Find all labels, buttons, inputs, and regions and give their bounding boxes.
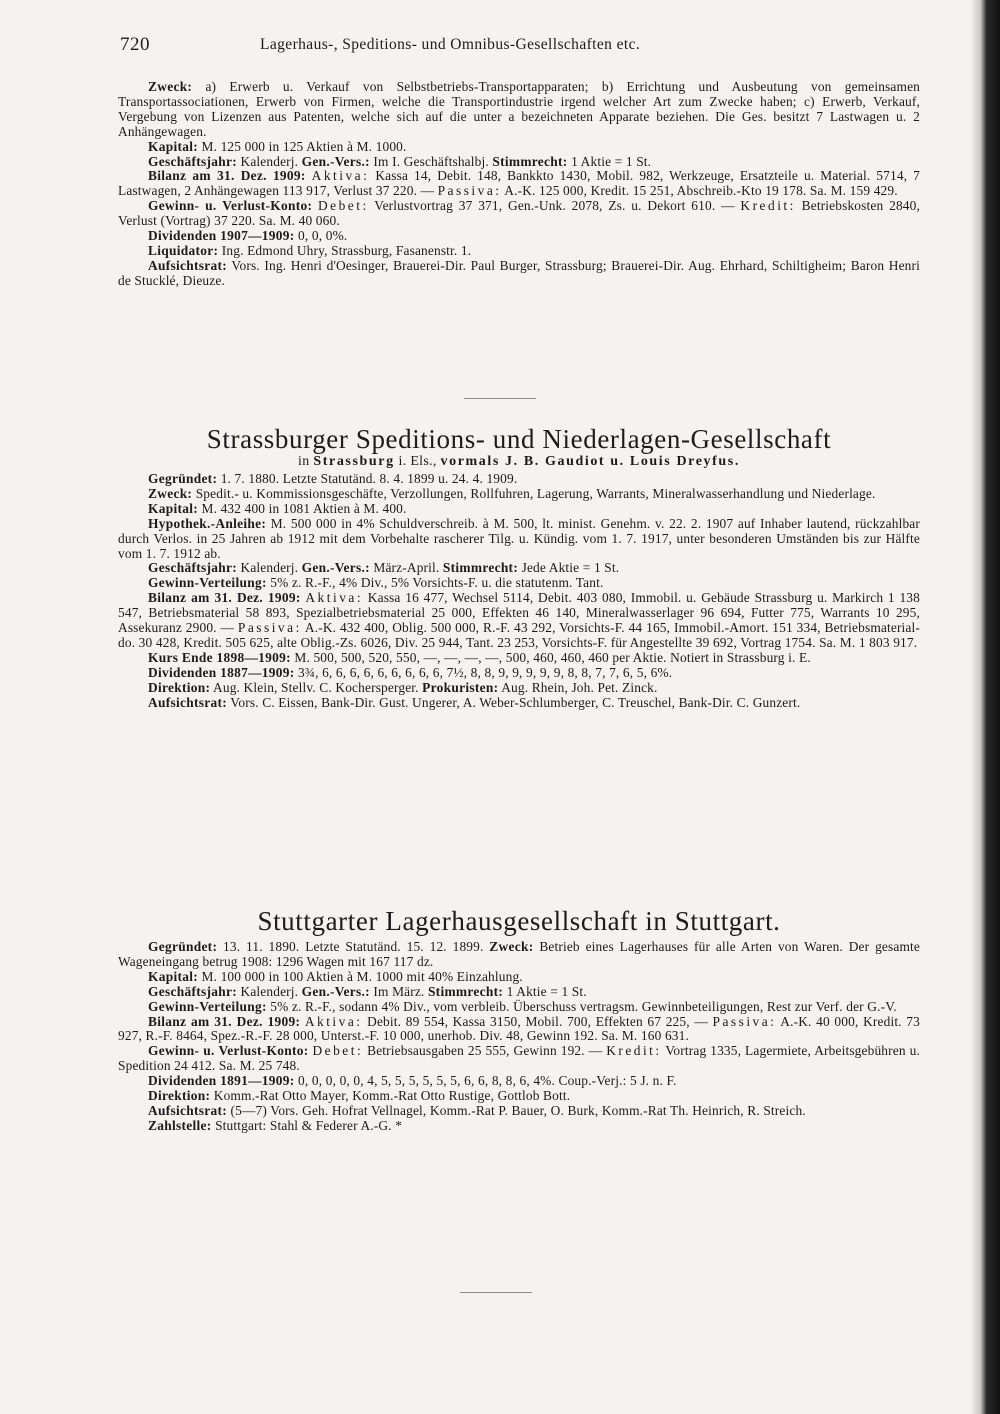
zweck-label: Zweck: [148,79,193,94]
geschaeftsjahr-paragraph [118,985,920,1000]
aufsichtsrat-label: Aufsichtsrat: [148,1102,228,1118]
kapital-text: M. 125 000 in 125 Aktien à M. 1000. [201,138,407,154]
direktion-label: Direktion: [148,1088,211,1104]
aufsichtsrat-paragraph [118,1104,920,1119]
gen-vers-label: Gen.-Vers.: [301,983,370,999]
bilanz-label: Bilanz am 31. Dez. 1909: [148,168,306,184]
company-title: Strassburger Speditions- und Niederlagen-Gesellschaft [206,424,832,454]
stimmrecht-label: Stimmrecht: [427,983,504,999]
passiva-word: Passiva: [237,620,302,636]
hypothek-text: M. 500 000 in 4% Schuldverschreib. à M. 500, lt. minist. Genehm. v. 22. 2. 1907 auf Inhaber lautend, rückzahlbar durch Verlos. in 25 Jahren ab 1912 mit dem Vorbehalte rascherer Tilg. u. Kündig. vom 1. 7. 1917, unter besonderen Umständen bis zur Hälfte vom 1. 7. 1912 ab. [118,515,920,561]
geschaeftsjahr-label: Geschäftsjahr: [148,560,237,576]
kurs-label: Kurs Ende 1898—1909: [148,649,291,665]
passiva-text: A.-K. 40 000, Kredit. 73 927, R.-F. 8464, Spez.-R.-F. 28 000, Unterst.-F. 10 000, unerhob. Div. 48, Gewinn 192. Sa. M. 160 631. [118,1013,920,1044]
direktion-text: Aug. Klein, Stellv. C. Kochersperger. [213,679,419,695]
geschaeftsjahr-text: Kalenderj. [240,153,299,169]
zweck-label: Zweck: [148,485,193,501]
dividenden-text: 0, 0, 0, 0, 0, 4, 5, 5, 5, 5, 5, 5, 6, 6, 8, 8, 6, 4%. Coup.-Verj.: 5 J. n. F. [298,1073,677,1089]
page-number: 720 [120,34,150,55]
bilanz-label: Bilanz am 31. Dez. 1909: [148,590,301,606]
gewinn-verteilung-label: Gewinn-Verteilung: [148,575,267,591]
aktiva-text: Debit. 89 554, Kassa 3150, Mobil. 700, Effekten 67 225, — [367,1013,708,1029]
debet-text: Betriebsausgaben 25 555, Gewinn 192. — [367,1043,603,1059]
aufsichtsrat-text: (5—7) Vors. Geh. Hofrat Vellnagel, Komm.-Rat P. Bauer, O. Burk, Komm.-Rat Th. Heinrich, R. Streich. [230,1102,806,1118]
scan-edge-shadow [970,0,1000,1414]
passiva-text: A.-K. 432 400, Oblig. 500 000, R.-F. 43 292, Vorsichts-F. 44 165, Immobil.-Amort. 151 334, Betriebsmaterial- do. 30 428, Kredit. 505 625, alte Oblig.-Zs. 6026, Div. 25 944, Tant. 23 253, Vorsichts-F. für Angestellte 39 692, Vortrag 1754. Sa. M. 1 803 917. [118,620,921,650]
geschaeftsjahr-text: Kalenderj. [240,560,299,576]
kapital-paragraph [118,502,920,517]
kapital-text: M. 100 000 in 100 Aktien à M. 1000 mit 40% Einzahlung. [201,968,523,984]
kapital-label: Kapital: [148,968,199,984]
aktiva-text: Kassa 16 477, Wechsel 5114, Debit. 403 080, Immobil. u. Gebäude Strassburg u. Markirch 1 138 547, Betriebsmaterial 58 893, Spezialbetriebsmaterial 25 000, Effekten 46 140, Mineralwasserlager 96 694, Futter 775, Warrants 10 295, Assekuranz 2900. — [118,590,920,636]
gegruendet-text: 1. 7. 1880. Letzte Statutänd. 8. 4. 1899 u. 24. 4. 1909. [220,471,518,486]
zahlstelle-text: Stuttgart: Stahl & Federer A.-G. [215,1117,392,1133]
dividenden-label: Dividenden 1891—1909: [148,1073,295,1089]
gewinn-verlust-label: Gewinn- u. Verlust-Konto: [148,198,313,214]
subtitle-in: in [298,454,310,469]
kapital-paragraph [118,140,920,155]
geschaeftsjahr-paragraph [118,155,920,170]
aktiva-text: Kassa 14, Debit. 148, Bankkto 1430, Mobil. 982, Werkzeuge, Ersatzteile u. Material. 5714, 7 Lastwagen, 2 Anhängewagen 113 917, Verlust 37 220. — [118,168,921,199]
kredit-word: Kredit: [740,198,796,214]
kapital-label: Kapital: [148,500,199,516]
gegruendet-paragraph [118,940,920,970]
subtitle-city: Strassburg [313,454,395,469]
stimmrecht-text: 1 Aktie = 1 St. [571,153,652,169]
gen-vers-text: Im I. Geschäftshalbj. [373,153,489,169]
aktiva-word: Aktiva: [304,1013,363,1029]
entry-stuttgarter [118,906,920,1134]
zweck-paragraph [118,487,920,502]
geschaeftsjahr-label: Geschäftsjahr: [148,153,237,169]
passiva-word: Passiva: [712,1013,777,1029]
liquidator-paragraph [118,244,920,259]
debet-word: Debet: [312,1043,364,1059]
direktion-paragraph [118,1089,920,1104]
liquidator-text: Ing. Edmond Uhry, Strassburg, Fasanenstr. 1. [221,242,472,258]
zweck-text: a) Erwerb u. Verkauf von Selbstbetriebs-Transportapparaten; b) Errichtung und Ausbeutung von gemeinsamen Transportassociationen, Erwerb von Firmen, welche die Transportindustrie irgend welcher Art zum Zwecke haben; c) Erwerb, Verkauf, Vergebung von Lizenzen aus Patenten, welche sich auf die unter a bezeichneten Apparate beziehen. Die Ges. besitzt 7 Lastwagen u. 2 Anhängewagen. [118,79,921,139]
entry-continuation [118,80,920,289]
gewinn-verteilung-paragraph [118,576,920,591]
direktion-label: Direktion: [148,679,211,695]
gen-vers-text: März-April. [373,560,440,576]
gen-vers-label: Gen.-Vers.: [301,153,370,169]
zweck-text: Betrieb eines Lagerhauses für alle Arten von Waren. Der gesamte Wageneingang betrug 1908: 1296 Wagen mit 167 117 dz. [118,939,920,969]
gegruendet-paragraph [118,472,920,487]
dividenden-text: 3¾, 6, 6, 6, 6, 6, 6, 6, 6, 6, 7½, 8, 8, 9, 9, 9, 9, 9, 8, 8, 7, 7, 6, 5, 6%. [298,664,673,680]
page-header [120,34,940,60]
kredit-word: Kredit: [606,1043,662,1059]
separator-rule [460,1292,532,1293]
footnote-asterisk: * [395,1117,403,1133]
gegruendet-label: Gegründet: [148,471,218,486]
gegruendet-text: 13. 11. 1890. Letzte Statutänd. 15. 12. 1899. [223,939,484,954]
passiva-text: A.-K. 125 000, Kredit. 15 251, Abschreib.-Kto 19 178. Sa. M. 159 429. [504,183,898,199]
stimmrecht-text: Jede Aktie = 1 St. [521,560,620,576]
aufsichtsrat-text: Vors. C. Eissen, Bank-Dir. Gust. Ungerer, A. Weber-Schlumberger, C. Treuschel, Bank-Dir. C. Gunzert. [230,694,801,710]
passiva-word: Passiva: [437,183,502,199]
gen-vers-text: Im März. [373,983,425,999]
aufsichtsrat-text: Vors. Ing. Henri d'Oesinger, Brauerei-Dir. Paul Burger, Strassburg; Brauerei-Dir. Aug. Ehrhard, Schiltigheim; Baron Henri de Stucklé, Dieuze. [118,257,920,288]
gegruendet-label: Gegründet: [148,939,218,954]
bilanz-paragraph [118,591,920,651]
gewinn-verteilung-label: Gewinn-Verteilung: [148,998,267,1014]
geschaeftsjahr-paragraph [118,561,920,576]
debet-word: Debet: [318,198,369,214]
entry-strassburger [118,424,920,711]
running-head: Lagerhaus-, Speditions- und Omnibus-Gesellschaften etc. [260,36,641,53]
geschaeftsjahr-text: Kalenderj. [240,983,299,999]
stimmrecht-label: Stimmrecht: [492,153,568,169]
kurs-text: M. 500, 500, 520, 550, —, —, —, —, 500, 460, 460, 460 per Aktie. Notiert in Strassburg i. E. [294,649,811,665]
gen-vers-label: Gen.-Vers.: [301,560,370,576]
stimmrecht-label: Stimmrecht: [442,560,519,576]
kredit-text: Betriebskosten 2840, Verlust (Vortrag) 37 220. Sa. M. 40 060. [118,198,920,229]
prokuristen-text: Aug. Rhein, Joh. Pet. Zinck. [501,679,658,695]
kapital-paragraph [118,970,920,985]
dividenden-paragraph [118,1074,920,1089]
separator-rule [464,398,536,399]
hypothek-label: Hypothek.-Anleihe: [148,515,267,531]
kapital-label: Kapital: [148,138,199,154]
zweck-label: Zweck: [489,939,534,954]
company-title: Stuttgarter Lagerhausgesellschaft in Stuttgart. [257,906,781,936]
zahlstelle-label: Zahlstelle: [148,1117,212,1133]
dividenden-paragraph [118,229,920,244]
aufsichtsrat-paragraph [118,696,920,711]
dividenden-paragraph [118,666,920,681]
zahlstelle-paragraph [118,1119,920,1134]
gewinn-verlust-label: Gewinn- u. Verlust-Konto: [148,1043,309,1059]
gewinn-verlust-paragraph [118,199,920,229]
kredit-text: Vortrag 1335, Lagermiete, Arbeitsgebühren u. Spedition 24 412. Sa. M. 25 748. [118,1043,920,1074]
direktion-paragraph [118,681,920,696]
direktion-text: Komm.-Rat Otto Mayer, Komm.-Rat Otto Rustige, Gottlob Bott. [213,1088,571,1104]
subtitle-vormals: vormals J. B. Gaudiot u. Louis Dreyfus. [440,454,740,469]
zweck-text: Spedit.- u. Kommissionsgeschäfte, Verzollungen, Rollfuhren, Lagerung, Warrants, Mineralwasserhandlung und Niederlage. [195,485,876,501]
liquidator-label: Liquidator: [148,242,219,258]
aufsichtsrat-label: Aufsichtsrat: [148,257,228,273]
geschaeftsjahr-label: Geschäftsjahr: [148,983,237,999]
dividenden-text: 0, 0, 0%. [298,228,348,244]
gewinn-verteilung-text: 5% z. R.-F., sodann 4% Div., vom verbleib. Überschuss vertragsm. Gewinnbeteiligungen, Rest zur Verf. der G.-V. [270,998,897,1014]
stimmrecht-text: 1 Aktie = 1 St. [506,983,587,999]
aufsichtsrat-label: Aufsichtsrat: [148,694,228,710]
aktiva-word: Aktiva: [311,168,370,184]
bilanz-paragraph [118,169,920,199]
dividenden-label: Dividenden 1887—1909: [148,664,295,680]
gewinn-verteilung-paragraph [118,1000,920,1015]
hypothek-paragraph [118,517,920,562]
gewinn-verlust-paragraph [118,1044,920,1074]
zweck-paragraph [118,80,920,140]
subtitle-region: i. Els., [398,454,437,469]
bilanz-paragraph [118,1015,920,1045]
aktiva-word: Aktiva: [305,590,364,606]
kurs-paragraph [118,651,920,666]
kapital-text: M. 432 400 in 1081 Aktien à M. 400. [201,500,407,516]
dividenden-label: Dividenden 1907—1909: [148,228,295,244]
gewinn-verteilung-text: 5% z. R.-F., 4% Div., 5% Vorsichts-F. u. die statutenm. Tant. [270,575,604,591]
prokuristen-label: Prokuristen: [422,679,499,695]
aufsichtsrat-paragraph [118,259,920,289]
bilanz-label: Bilanz am 31. Dez. 1909: [148,1013,301,1029]
company-subtitle [118,454,920,470]
debet-text: Verlustvortrag 37 371, Gen.-Unk. 2078, Zs. u. Dekort 610. — [374,198,735,214]
